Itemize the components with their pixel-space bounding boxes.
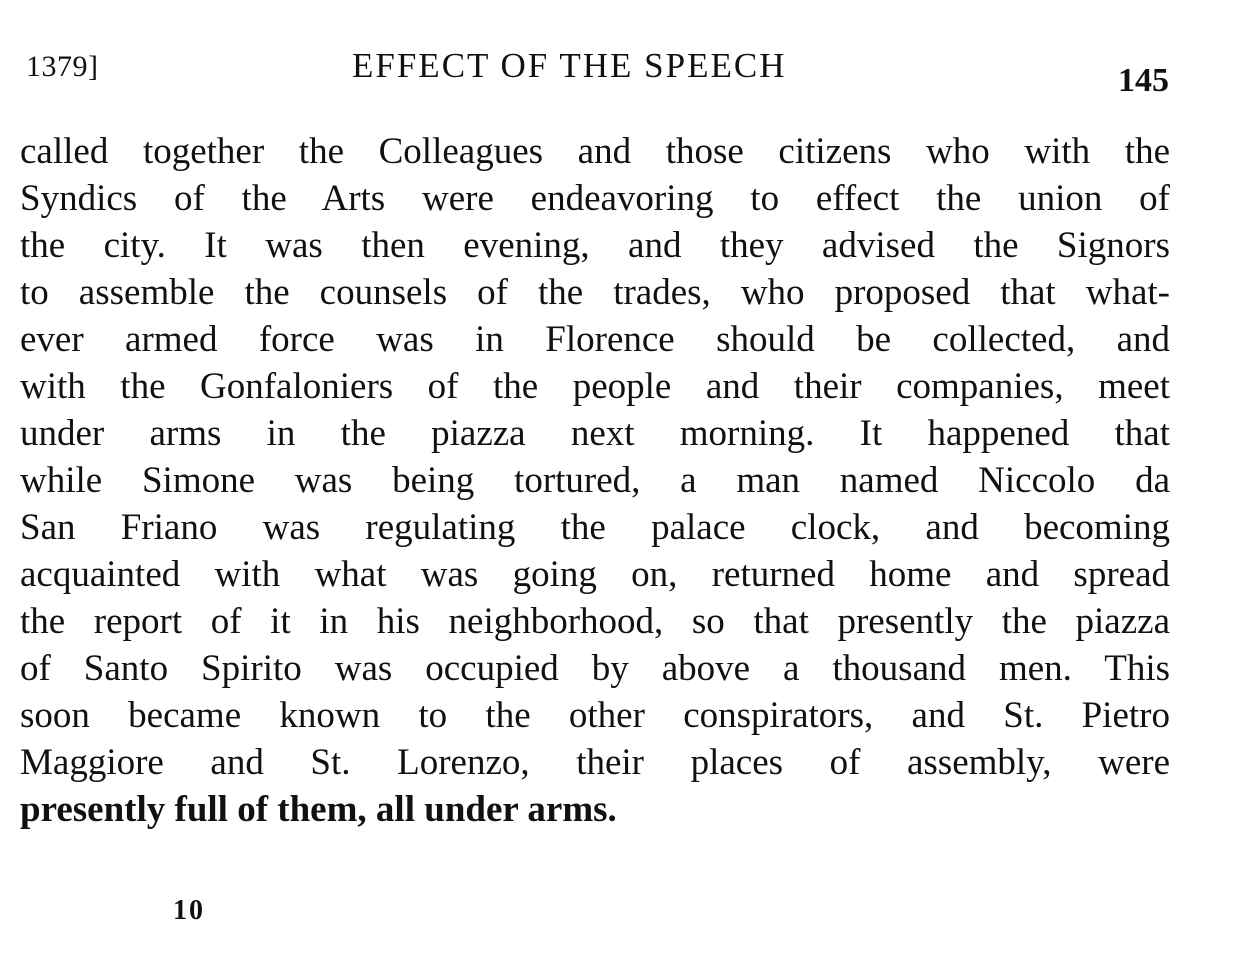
- text-line: under arms in the piazza next morning. It happened that: [20, 413, 1170, 454]
- text-line: while Simone was being tortured, a man named Niccolo da: [20, 460, 1170, 501]
- text-line: acquainted with what was going on, returned home and spread: [20, 554, 1170, 595]
- running-head: [0, 38, 1249, 98]
- text-line: to assemble the counsels of the trades, who proposed that what-: [20, 272, 1170, 313]
- year-marker: 1379]: [26, 50, 99, 83]
- text-line: San Friano was regulating the palace clock, and becoming: [20, 507, 1170, 548]
- text-line: ever armed force was in Florence should be collected, and: [20, 319, 1170, 360]
- page-number: 145: [1118, 62, 1169, 99]
- text-line: Syndics of the Arts were endeavoring to effect the union of: [20, 178, 1170, 219]
- page-title: EFFECT OF THE SPEECH: [352, 46, 787, 85]
- text-line: called together the Colleagues and those citizens who with the: [20, 131, 1170, 172]
- text-line: with the Gonfaloniers of the people and their companies, meet: [20, 366, 1170, 407]
- text-line-last: presently full of them, all under arms.: [20, 789, 617, 830]
- text-line: Maggiore and St. Lorenzo, their places of assembly, were: [20, 742, 1170, 783]
- text-line: soon became known to the other conspirators, and St. Pietro: [20, 695, 1170, 736]
- body-paragraph: [20, 128, 1170, 833]
- text-line: of Santo Spirito was occupied by above a thousand men. This: [20, 648, 1170, 689]
- signature-mark: 10: [173, 895, 205, 926]
- text-line: the report of it in his neighborhood, so that presently the piazza: [20, 601, 1170, 642]
- text-line: the city. It was then evening, and they advised the Signors: [20, 225, 1170, 266]
